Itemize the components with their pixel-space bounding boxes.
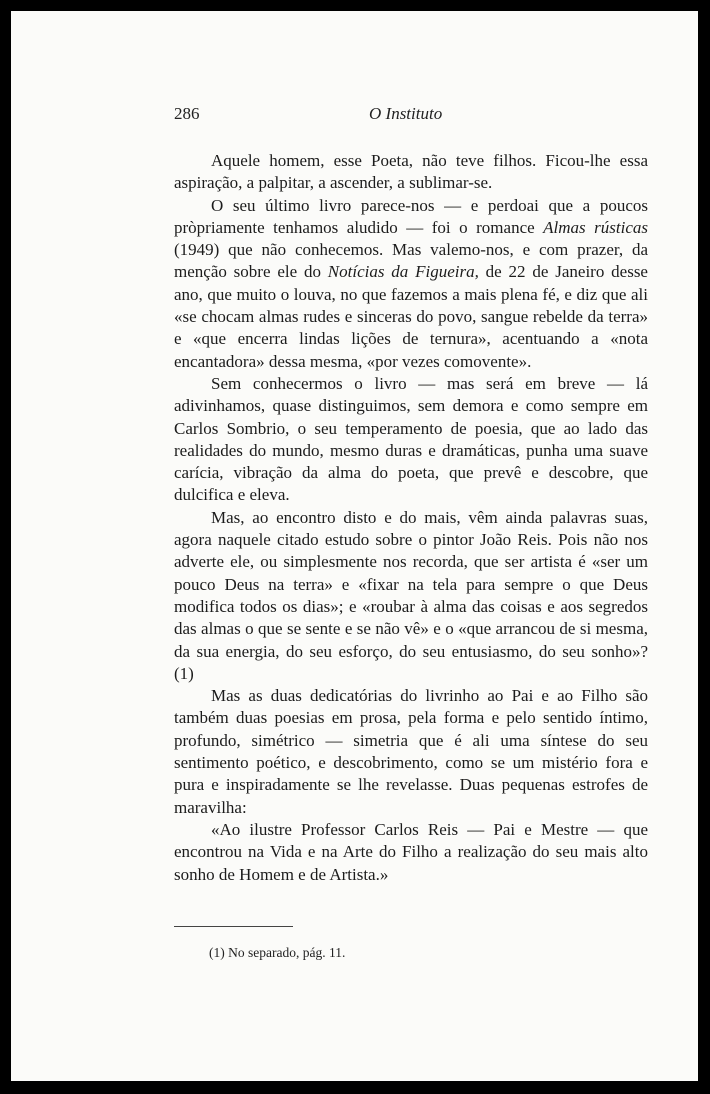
text-segment: Aquele homem, esse Poeta, não teve filhos. Ficou-lhe essa aspiração, a palpitar, a ascender, a sublimar-se. bbox=[174, 151, 648, 193]
paragraph bbox=[174, 150, 648, 195]
paragraph bbox=[174, 685, 648, 819]
body-text bbox=[174, 150, 648, 886]
page-header bbox=[174, 104, 514, 128]
running-title: O Instituto bbox=[369, 104, 443, 123]
page-number: 286 bbox=[174, 104, 200, 123]
text-segment: «Ao ilustre Professor Carlos Reis — Pai e Mestre — que encontrou na Vida e na Arte do Filho a realização do seu mais alto sonho de Homem e de Artista.» bbox=[174, 819, 648, 884]
italic-title: Notícias da Figueira, bbox=[327, 262, 479, 282]
text-segment: (1949) que não conhecemos. Mas valemo-nos, e com prazer, da menção sobre ele do bbox=[174, 240, 648, 282]
paragraph bbox=[174, 507, 648, 685]
paragraph bbox=[174, 819, 648, 886]
paragraph bbox=[174, 195, 648, 373]
footnote bbox=[209, 945, 345, 961]
text-segment: Mas, ao encontro disto e do mais, vêm ainda palavras suas, agora naquele citado estudo sobre o pintor João Reis. Pois não nos adverte ele, ou simplesmente nos recorda, que ser artista é «ser um pouco Deus na terra» e «fixar na tela para sempre o que Deus modifica todos os dias»; e «roubar à alma das coisas e aos segredos das almas o que se sente e se não vê» e o «que arrancou de si mesma, da sua energia, do seu esforço, do seu entusiasmo, do seu sonho»? (1) bbox=[174, 507, 648, 683]
text-segment: O seu último livro parece-nos — e perdoai que a poucos pròpriamente tenhamos aludido — foi o romance bbox=[174, 195, 648, 237]
footnote-text: No separado, pág. 11. bbox=[228, 945, 346, 960]
paragraph bbox=[174, 373, 648, 507]
text-segment: Mas as duas dedicatórias do livrinho ao Pai e ao Filho são também duas poesias em prosa, pela forma e pelo sentido íntimo, profundo, simétrico — simetria que é ali uma síntese do seu sentimento poético, e descobrimento, como se um mistério fora e pura e inspiradamente se lhe revelasse. Duas pequenas estrofes de maravilha: bbox=[174, 686, 648, 817]
text-segment: Sem conhecermos o livro — mas será em breve — lá adivinhamos, quase distinguimos, sem demora e como sempre em Carlos Sombrio, o seu temperamento de poesia, que ao lado das realidades do mundo, mesmo duras e dramáticas, punha uma suave carícia, vibração da alma do poeta, que prevê e descobre, que dulcifica e eleva. bbox=[174, 373, 648, 505]
text-segment: de 22 de Janeiro desse ano, que muito o louva, no que fazemos a mais plena fé, e diz que ali «se chocam almas rudes e sinceras do povo, sangue rebelde da terra» e «que encerra lindas lições de ternura», acentuando a «nota encantadora» dessa mesma, «por vezes comovente». bbox=[174, 262, 648, 371]
footnote-marker: (1) bbox=[209, 945, 225, 960]
italic-title: Almas rústicas bbox=[543, 217, 648, 237]
book-page bbox=[11, 11, 698, 1081]
footnote-rule bbox=[174, 926, 293, 927]
